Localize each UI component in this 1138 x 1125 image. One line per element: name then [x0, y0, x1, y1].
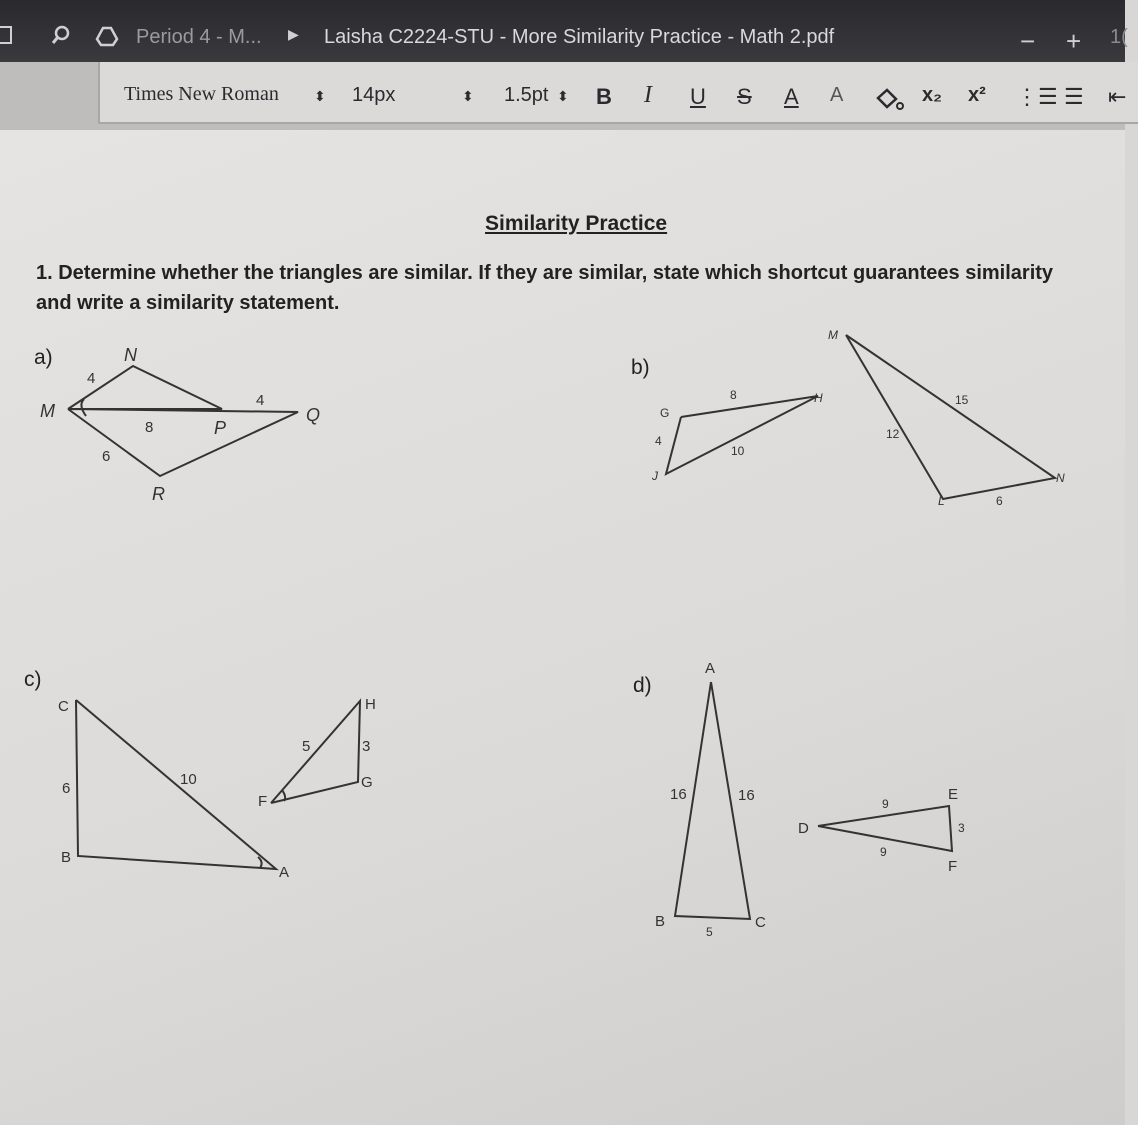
side-length-label: 4 [655, 434, 662, 448]
question-text-line2: and write a similarity statement. [36, 292, 340, 314]
vertex-label: H [365, 696, 376, 713]
vertex-label: H [814, 391, 823, 405]
underline-button[interactable]: U [690, 84, 706, 109]
vertex-label: A [705, 660, 716, 677]
vertex-label: B [655, 913, 666, 930]
text-color-button[interactable]: A [784, 84, 799, 109]
angle-mark-a [258, 857, 262, 868]
vertex-label: L [938, 494, 945, 508]
part-c-label: c) [24, 668, 42, 691]
vertex-label: D [798, 820, 809, 837]
part-d-label: d) [633, 674, 652, 697]
side-length-label: 3 [362, 738, 371, 755]
vertex-label: M [828, 328, 838, 342]
side-length-label: 8 [730, 388, 737, 402]
font-size-select[interactable]: 14px [352, 84, 396, 106]
side-length-label: 8 [145, 419, 154, 436]
vertex-label: F [948, 858, 958, 875]
side-length-label: 5 [302, 738, 311, 755]
vertex-label: N [1056, 471, 1065, 485]
side-length-label: 16 [670, 786, 687, 803]
file-title: Laisha C2224-STU - More Similarity Practice - Math 2.pdf [324, 26, 835, 48]
figure-d [675, 682, 952, 919]
figure-c [76, 700, 360, 869]
side-length-label: 3 [958, 821, 965, 835]
part-b-label: b) [631, 356, 650, 379]
vertex-label: P [214, 418, 227, 438]
line-height-select[interactable]: 1.5pt [504, 84, 549, 106]
side-length-label: 5 [706, 925, 713, 939]
indent-button[interactable]: ⇤ [1108, 84, 1127, 109]
vertex-label: G [660, 406, 670, 420]
italic-button[interactable]: I [644, 82, 652, 108]
page-title: Similarity Practice [485, 212, 668, 235]
breadcrumb-arrow-icon: ▶ [288, 26, 299, 42]
triangle-fhg [271, 701, 360, 803]
vertex-label: A [279, 864, 290, 881]
vertex-label: N [124, 345, 137, 365]
zoom-level: 1( [1110, 26, 1128, 48]
side-length-label: 10 [180, 771, 197, 788]
side-length-label: 4 [256, 392, 265, 409]
vertex-label: B [61, 849, 72, 866]
font-family-stepper-icon[interactable]: ⬍ [314, 88, 326, 104]
vertex-label: M [40, 401, 55, 421]
part-a-label: a) [34, 346, 53, 369]
breadcrumb-folder[interactable]: Period 4 - M... [136, 26, 262, 48]
ordered-list-button[interactable]: ⋮☰ [1016, 84, 1058, 109]
vertex-label: R [152, 484, 165, 504]
side-length-label: 16 [738, 787, 755, 804]
triangle-mln [846, 335, 1055, 499]
side-length-label: 10 [731, 444, 745, 458]
unordered-list-button[interactable]: ☰ [1064, 84, 1084, 109]
side-length-label: 4 [87, 370, 96, 387]
font-family-select[interactable]: Times New Roman [124, 83, 279, 105]
side-length-label: 6 [996, 494, 1003, 508]
superscript-button[interactable]: x² [968, 84, 986, 106]
strikethrough-button[interactable]: S [737, 84, 752, 109]
triangle-mrq [68, 409, 298, 476]
angle-mark-m [81, 399, 86, 416]
side-length-label: 9 [880, 845, 887, 859]
triangle-cba [76, 700, 276, 869]
vertex-label: J [652, 469, 658, 483]
vertex-label: F [258, 793, 268, 810]
vertex-label: E [948, 786, 959, 803]
bold-button[interactable]: B [596, 84, 612, 109]
side-length-label: 6 [102, 448, 111, 465]
vertex-label: Q [306, 405, 321, 425]
vertex-label: C [755, 914, 766, 931]
subscript-button[interactable]: x₂ [922, 84, 943, 106]
figure-b [666, 335, 1055, 499]
vertex-label: C [58, 698, 69, 715]
vertex-label: G [361, 774, 373, 791]
zoom-out-button[interactable]: − [1020, 26, 1036, 56]
zoom-in-button[interactable]: + [1066, 26, 1082, 56]
question-text-line1: 1. Determine whether the triangles are similar. If they are similar, state which shortcut guarantees similarity [36, 262, 1054, 284]
side-length-label: 6 [62, 780, 71, 797]
font-size-stepper-icon[interactable]: ⬍ [462, 88, 474, 104]
highlight-button[interactable]: A [830, 84, 844, 106]
side-length-label: 9 [882, 797, 889, 811]
side-length-label: 12 [886, 427, 900, 441]
triangle-ghj [666, 396, 818, 474]
side-length-label: 15 [955, 393, 969, 407]
line-height-stepper-icon[interactable]: ⬍ [557, 88, 569, 104]
